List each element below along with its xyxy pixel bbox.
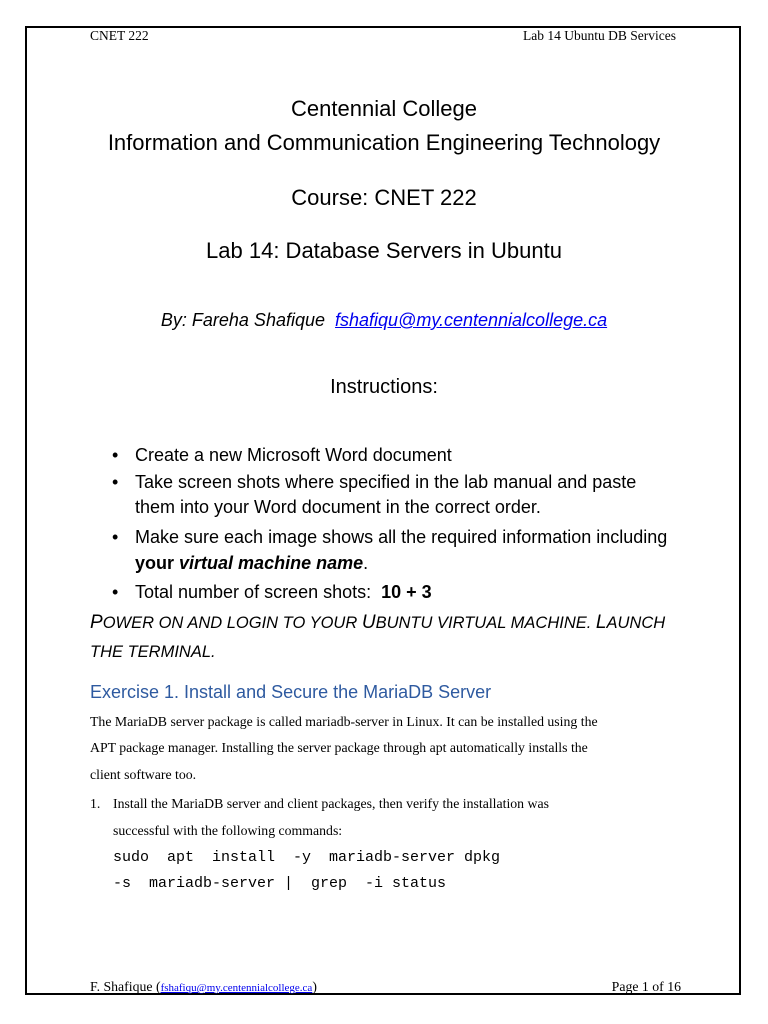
instruction-item-3a: Make sure each image shows all the required information including [135,527,668,547]
instructions-heading: Instructions: [330,376,438,398]
item4-prefix: Total number of screen shots: [135,582,372,602]
item3-bold: your [135,553,175,573]
bullet-1: • [112,445,119,465]
exercise-1-para-3: client software too. [90,767,197,782]
footer-page-number: Page 1 of 16 [611,979,681,994]
instruction-item-2a: Take screen shots where specified in the lab manual and paste [135,472,637,492]
exercise-1-title: Exercise 1. Install and Secure the MariaDB Server [90,682,492,702]
exercise-1-para-1: The MariaDB server package is called mariadb-server in Linux. It can be installed using the [90,714,598,729]
author-email-link[interactable]: fshafiqu@my.centennialcollege.ca [335,310,608,330]
instruction-item-3b [135,553,368,574]
exercise-1-para-2: APT package manager. Installing the server package through apt automatically installs the [90,740,588,755]
item4-value: 10 + 3 [381,582,432,602]
power-on-line-2: THE TERMINAL. [90,643,216,661]
title-program: Information and Communication Engineering Technology [107,130,661,155]
title-course: Course: CNET 222 [291,185,477,210]
code-line-2: -s mariadb-server | grep -i status [113,875,447,892]
power-on-line-1: POWER ON AND LOGIN TO YOUR UBUNTU VIRTUAL MACHINE. LAUNCH [90,612,666,633]
step-1-line-1: Install the MariaDB server and client packages, then verify the installation was [113,796,549,811]
instruction-item-4 [135,582,432,603]
header-lab: Lab 14 Ubuntu DB Services [523,28,676,43]
code-line-1: sudo apt install -y mariadb-server dpkg [113,849,501,866]
item3-end: . [363,553,369,573]
author-line [0,310,768,331]
instruction-item-1: Create a new Microsoft Word document [135,445,452,465]
footer-email-link[interactable]: fshafiqu@my.centennialcollege.ca [160,982,313,994]
bullet-4: • [112,582,119,602]
instruction-item-2b: them into your Word document in the correct order. [135,497,541,517]
title-college: Centennial College [291,96,477,121]
bullet-3: • [112,527,119,547]
footer-author: F. Shafique (fshafiqu@my.centennialcollege.ca) [90,979,317,994]
bullet-2: • [112,472,119,492]
step-1-number: 1. [90,796,101,811]
item3-bold-italic: virtual machine name [179,553,364,573]
step-1-line-2: successful with the following commands: [113,823,343,838]
author-name: By: Fareha Shafique [160,310,325,330]
header-course: CNET 222 [90,28,149,43]
title-lab: Lab 14: Database Servers in Ubuntu [206,238,562,263]
